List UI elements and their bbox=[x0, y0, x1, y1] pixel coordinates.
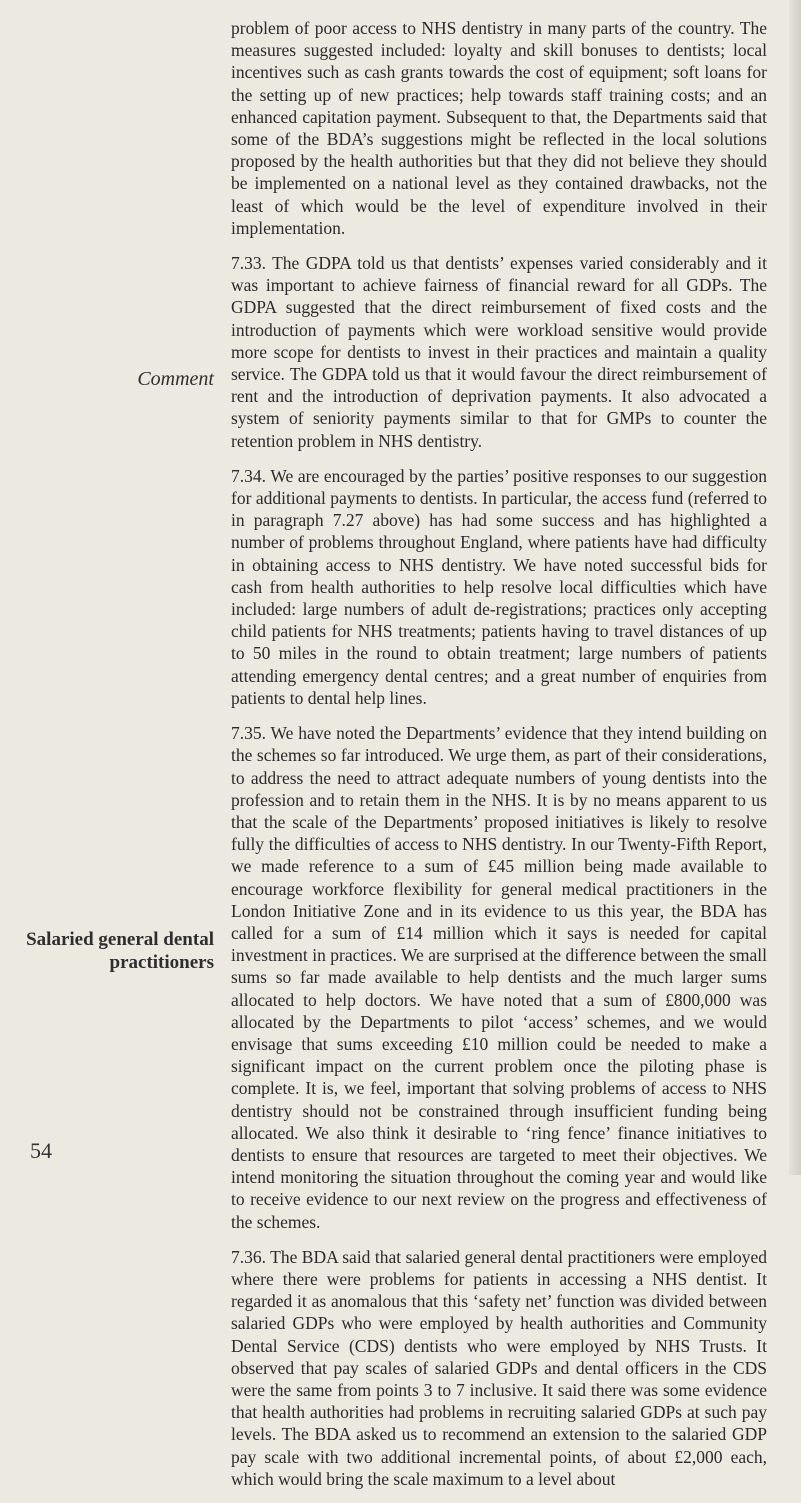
salaried-heading-line-2: practitioners bbox=[109, 952, 214, 973]
paragraph-continued: problem of poor access to NHS dentistry in many parts of the country. The measures suggested included: loyalty and skill bonuses to dentists; local incentives such as cash grants towards the cost of equipment; soft loans for the setting up of new practices; help towards staff training costs; and an enhanced capitation payment. Subsequent to that, the Departments said that some of the BDA’s suggestions might be reflected in the local solutions proposed by the health authorities but that they did not believe they should be implemented on a national level as they contained drawbacks, not the least of which would be the level of expenditure involved in their implementation. bbox=[231, 18, 767, 238]
paragraph-7-33: 7.33. The GDPA told us that dentists’ expenses varied considerably and it was important to achieve fairness of financial reward for all GDPs. The GDPA suggested that the direct reimbursement of fixed costs and the introduction of payments which were workload sensitive would provide more scope for dentists to invest in their practices and maintain a quality service. The GDPA told us that it would favour the direct reimbursement of rent and the introduction of deprivation payments. It also advocated a system of seniority payments similar to that for GMPs to counter the retention problem in NHS dentistry. bbox=[231, 253, 767, 451]
salaried-heading-line-1: Salaried general dental bbox=[26, 929, 214, 950]
paragraph-7-36: 7.36. The BDA said that salaried general dental practitioners were employed where there were problems for patients in accessing a NHS dentist. It regarded it as anomalous that this ‘safety net’ function was divided between salaried GDPs who were employed by health authorities and Community Dental Service (CDS) dentists who were employed by NHS Trusts. It observed that pay scales of salaried GDPs and dental officers in the CDS were the same from points 3 to 7 inclusive. It said there was some evidence that health authorities had problems in recruiting salaried GDPs at such pay levels. The BDA asked us to recommend an extension to the salaried GDP pay scale with two additional incremental points, of about £2,000 each, which would bring the scale maximum to a level about bbox=[231, 1246, 767, 1489]
body-text-column bbox=[231, 17, 767, 1503]
paragraph-7-35: 7.35. We have noted the Departments’ evidence that they intend building on the schemes so far introduced. We urge them, as part of their considerations, to address the need to attract adequate numbers of young dentists into the profession and to retain them in the NHS. It is by no means apparent to us that the scale of the Departments’ proposed initiatives is likely to resolve fully the difficulties of access to NHS dentistry. In our Twenty-Fifth Report, we made reference to a sum of £45 million being made available to encourage workforce flexibility for general medical practitioners in the London Initiative Zone and in its evidence to us this year, the BDA has called for a sum of £14 million which it says is needed for capital investment in practices. We are surprised at the difference between the small sums so far made available to help dentists and the much larger sums allocated to help doctors. We have noted that a sum of £800,000 was allocated by the Departments to pilot ‘access’ schemes, and we would envisage that sums exceeding £10 million could be needed to make a significant impact on the current problem once the piloting phase is complete. It is, we feel, important that solving problems of access to NHS dentistry should not be constrained through insufficient funding being allocated. We also think it desirable to ‘ring fence’ finance initiatives to dentists to ensure that resources are targeted to meet their objectives. We intend monitoring the situation throughout the coming year and would like to receive evidence to our next review on the progress and effectiveness of the schemes. bbox=[231, 723, 767, 1232]
scan-edge-shadow bbox=[789, 0, 801, 1175]
salaried-gdp-margin-heading bbox=[26, 928, 214, 974]
comment-margin-heading: Comment bbox=[137, 368, 214, 390]
paragraph-7-34: 7.34. We are encouraged by the parties’ positive responses to our suggestion for additional payments to dentists. In particular, the access fund (referred to in paragraph 7.27 above) has had some success and has highlighted a number of problems throughout England, where patients have had difficulty in obtaining access to NHS dentistry. We have noted successful bids for cash from health authorities to help resolve local difficulties which have included: large numbers of adult de-registrations; practices only accepting child patients for NHS treatments; patients having to travel distances of up to 50 miles in the round to obtain treatment; large numbers of patients attending emergency dental centres; and a great number of enquiries from patients to dental help lines. bbox=[231, 465, 767, 708]
page-number: 54 bbox=[30, 1138, 52, 1163]
